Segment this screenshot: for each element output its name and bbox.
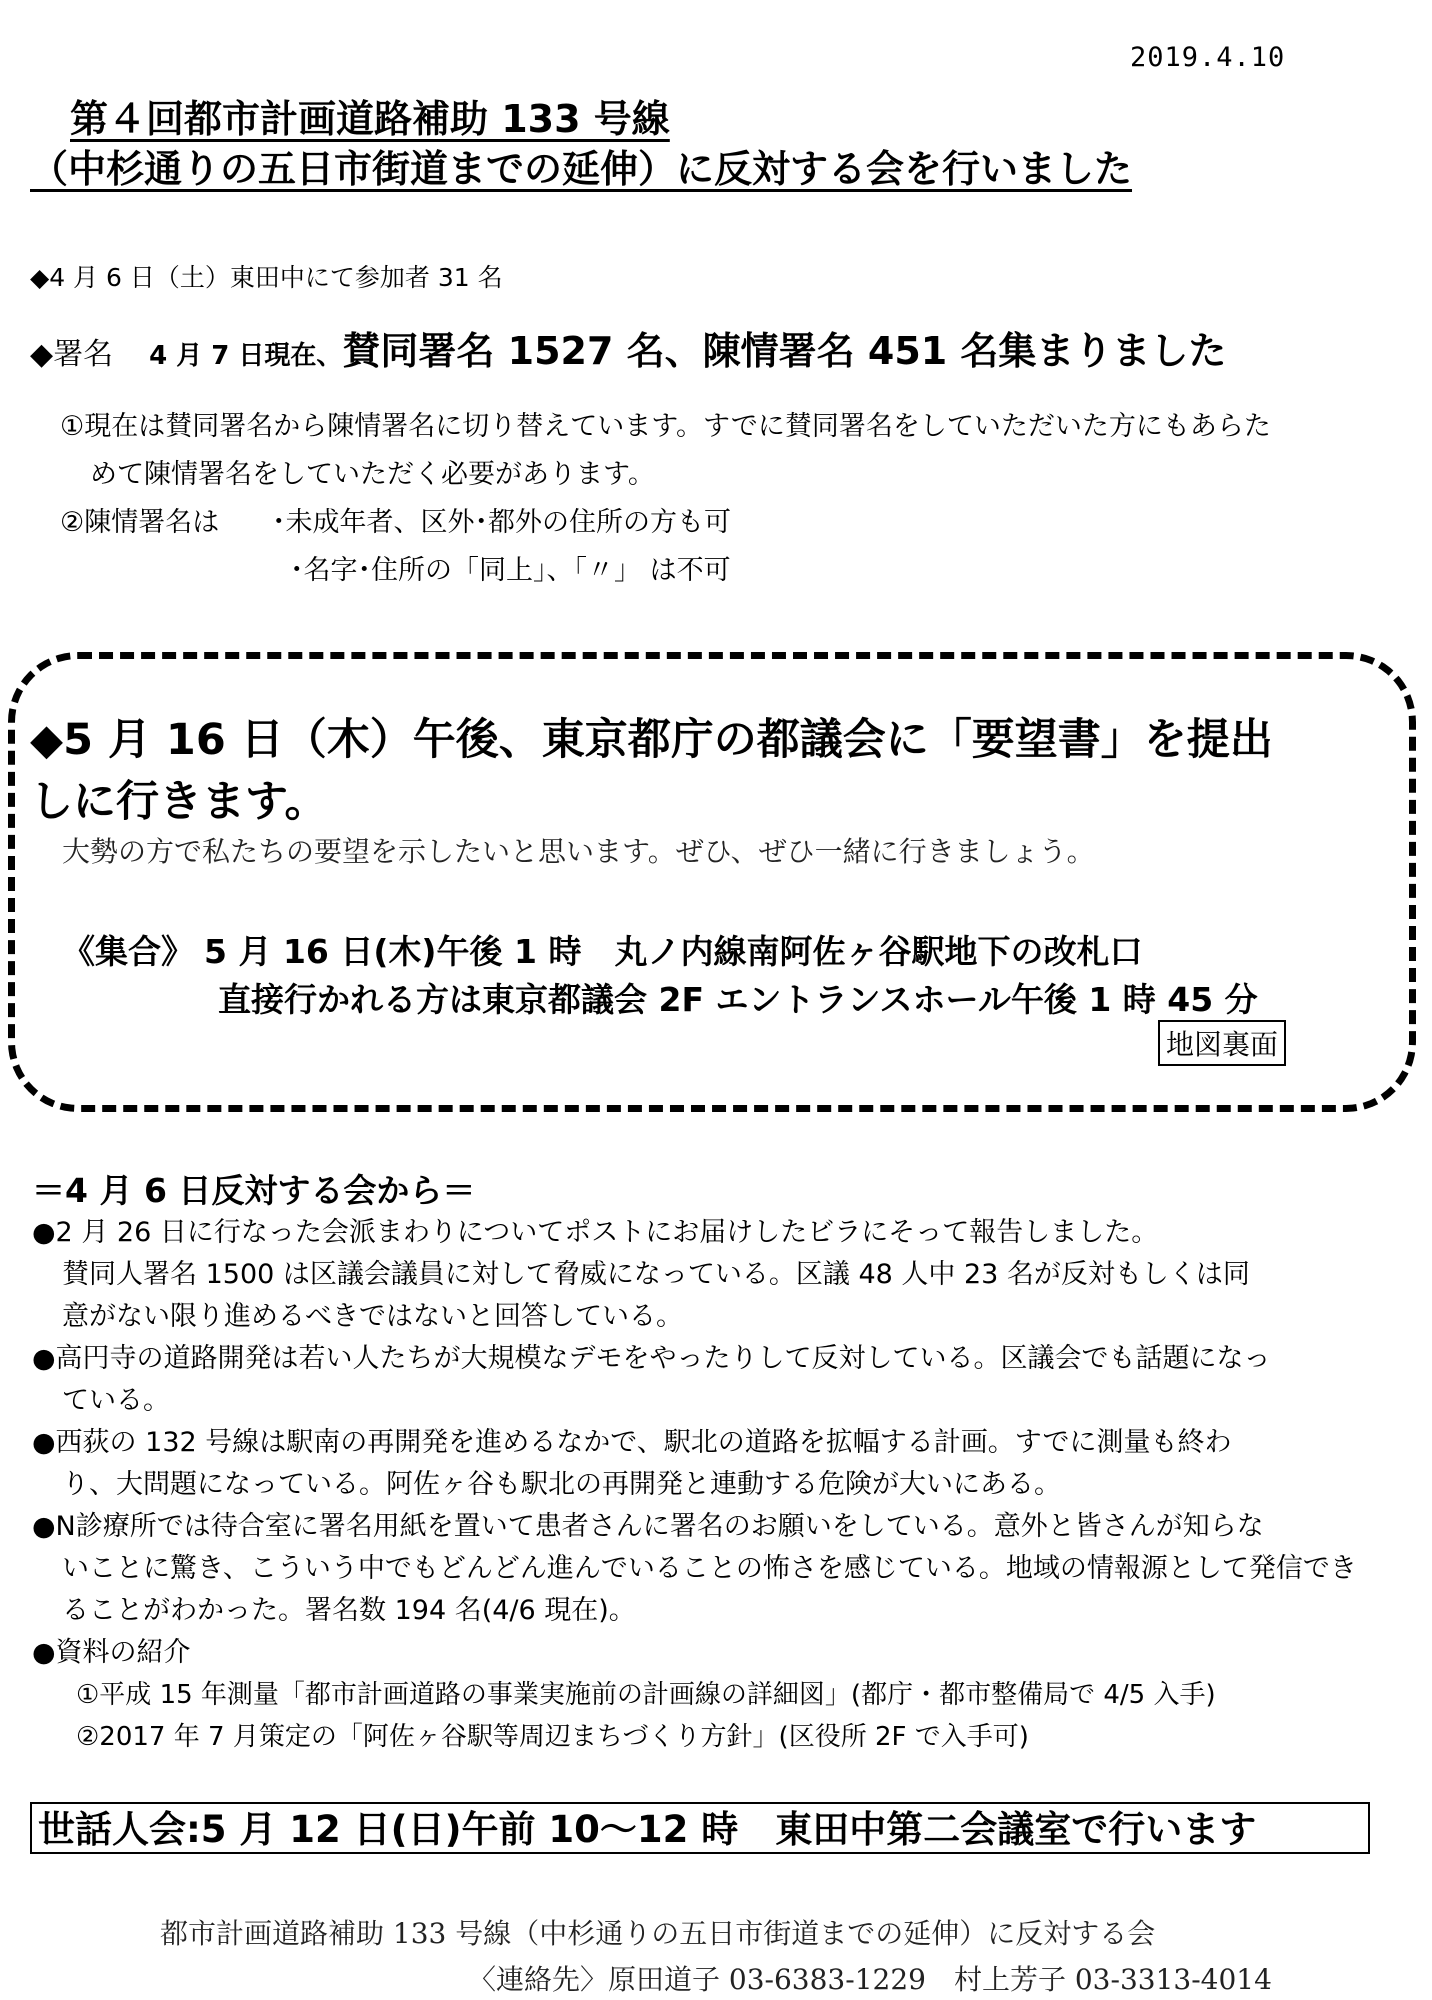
report-body bbox=[32, 1212, 1392, 1758]
signature-label: ◆署名 bbox=[30, 337, 114, 372]
list-item: 賛同人署名 1500 は区議会議員に対して脅威になっている。区議 48 人中 23 名が反対もしくは同 bbox=[62, 1259, 1250, 1290]
meeting-label: 《集合》 bbox=[62, 932, 194, 971]
list-item: いことに驚き、こういう中でもどんどん進んでいることの怖さを感じている。地域の情報源として発信でき bbox=[62, 1553, 1357, 1584]
title-line-2: （中杉通りの五日市街道までの延伸）に反対する会を行いました bbox=[30, 147, 1133, 191]
list-item: ●西荻の 132 号線は駅南の再開発を進めるなかで、駅北の道路を拡幅する計画。すでに測量も終わ bbox=[32, 1427, 1232, 1458]
list-item: り、大問題になっている。阿佐ヶ谷も駅北の再開発と連動する危険が大いにある。 bbox=[62, 1469, 1061, 1500]
direct-arrival-text: 直接行かれる方は東京都議会 2F エントランスホール午後 1 時 45 分 bbox=[218, 980, 1258, 1019]
list-item: ることがわかった。署名数 194 名(4/6 現在)。 bbox=[62, 1595, 636, 1626]
note-1-line-2: めて陳情署名をしていただく必要があります。 bbox=[90, 459, 655, 490]
highlight-heading-line-1: ◆5 月 16 日（木）午後、東京都庁の都議会に「要望書」を提出 bbox=[30, 715, 1273, 765]
reference-1: ①平成 15 年測量「都市計画道路の事業実施前の計画線の詳細図」(都庁・都市整備局で 4/5 入手) bbox=[76, 1680, 1216, 1710]
highlight-subtext: 大勢の方で私たちの要望を示したいと思います。ぜひ、ぜひ一緒に行きましょう。 bbox=[62, 835, 1095, 868]
list-item: ●資料の紹介 bbox=[32, 1637, 191, 1668]
map-reverse-note: 地図裏面 bbox=[1158, 1020, 1286, 1066]
highlight-heading-line-2: しに行きます。 bbox=[30, 777, 328, 827]
list-item: 意がない限り進めるべきではないと回答している。 bbox=[62, 1301, 683, 1332]
report-heading: ＝4 月 6 日反対する会から＝ bbox=[32, 1171, 476, 1210]
footer-organization: 都市計画道路補助 133 号線（中杉通りの五日市街道までの延伸）に反対する会 bbox=[160, 1917, 1156, 1950]
meeting-point bbox=[62, 926, 1142, 973]
list-item: ●N診療所では待合室に署名用紙を置いて患者さんに署名のお願いをしている。意外と皆さんが知らな bbox=[32, 1511, 1264, 1542]
list-item: ている。 bbox=[62, 1385, 170, 1416]
title-line-1: 第４回都市計画道路補助 133 号線 bbox=[70, 97, 670, 141]
note-2-label: ②陳情署名は bbox=[60, 507, 220, 538]
signature-heading bbox=[30, 320, 1226, 375]
reference-2: ②2017 年 7 月策定の「阿佐ヶ谷駅等周辺まちづくり方針」(区役所 2F で入手可) bbox=[76, 1722, 1029, 1752]
signature-counts: 賛同署名 1527 名、陳情署名 451 名集まりました bbox=[342, 329, 1227, 373]
note-1-line-1: ①現在は賛同署名から陳情署名に切り替えています。すでに賛同署名をしていただいた方にもあらた bbox=[60, 411, 1271, 442]
list-item: ●2 月 26 日に行なった会派まわりについてポストにお届けしたビラにそって報告しました。 bbox=[32, 1217, 1159, 1248]
meeting-text: 5 月 16 日(木)午後 1 時 丸ノ内線南阿佐ヶ谷駅地下の改札口 bbox=[204, 932, 1143, 971]
list-item: ●高円寺の道路開発は若い人たちが大規模なデモをやったりして反対している。区議会でも話題になっ bbox=[32, 1343, 1271, 1374]
meeting-held-line: ◆4 月 6 日（土）東田中にて参加者 31 名 bbox=[30, 263, 503, 292]
note-2-item-2: ･名字･住所の「同上」、「〃」 は不可 bbox=[290, 555, 731, 586]
footer-contact: 〈連絡先〉原田道子 03-6383-1229 村上芳子 03-3313-4014 bbox=[468, 1963, 1272, 1996]
note-2-item-1: ･未成年者、区外･都外の住所の方も可 bbox=[272, 507, 731, 538]
signature-as-of: 4 月 7 日現在、 bbox=[149, 341, 343, 371]
document-date: 2019.4.10 bbox=[1130, 42, 1286, 73]
organizer-meeting-notice: 世話人会:5 月 12 日(日)午前 10～12 時 東田中第二会議室で行います bbox=[30, 1802, 1370, 1854]
